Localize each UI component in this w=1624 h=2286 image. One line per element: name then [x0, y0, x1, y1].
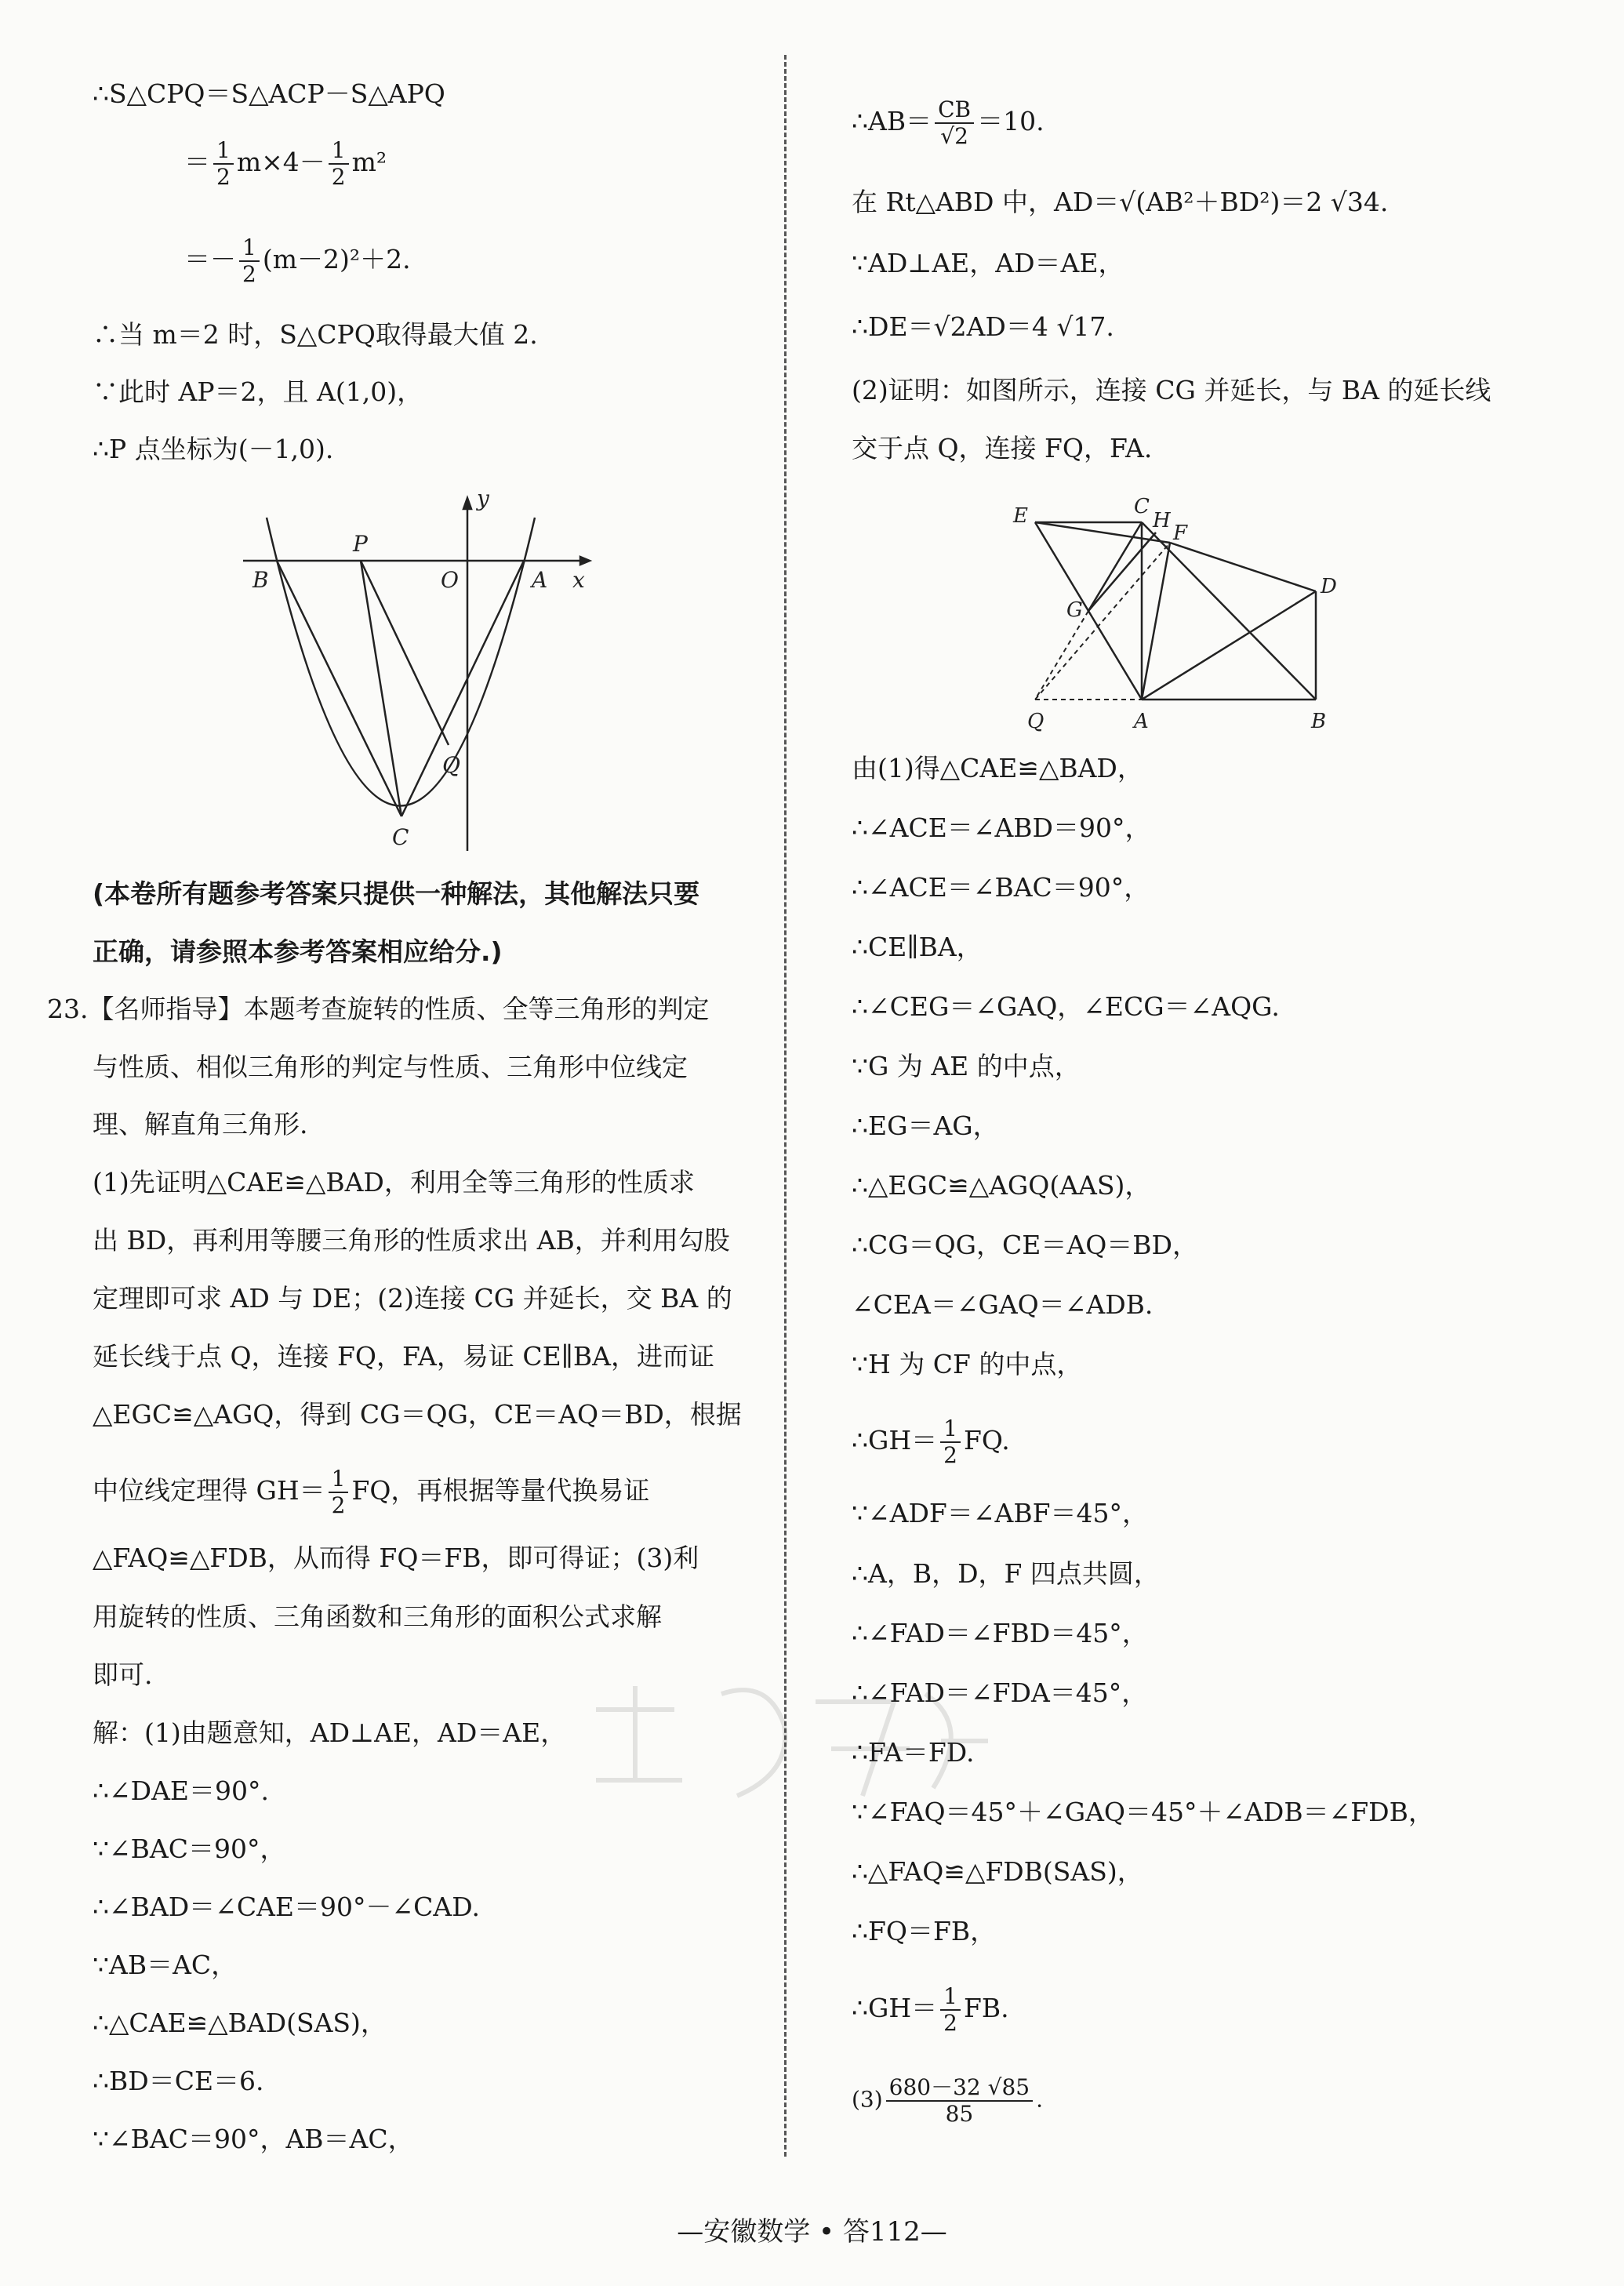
fraction-den: √2 — [940, 123, 968, 149]
label-C: C — [392, 824, 409, 850]
text-line: 用旋转的性质、三角函数和三角形的面积公式求解 — [93, 1601, 662, 1632]
note-line: 正确，请参照本参考答案相应给分.) — [93, 936, 503, 967]
text-line: ∴A，B，D，F 四点共圆， — [852, 1558, 1160, 1589]
y-axis-arrow — [463, 498, 471, 509]
text-line: 由(1)得△CAE≌△BAD， — [852, 753, 1143, 783]
text-line: 23.【名师指导】本题考查旋转的性质、全等三角形的判定 — [47, 994, 710, 1024]
text-span: FQ. — [963, 1425, 1010, 1456]
label-y: y — [477, 485, 489, 511]
text-line — [852, 1416, 1010, 1468]
text-line: ∵AD⊥AE，AD＝AE， — [852, 248, 1124, 278]
text-span: ＝10. — [977, 106, 1045, 136]
text-span: 中位线定理得 GH＝ — [93, 1475, 325, 1506]
text-line: ∴P 点坐标为(－1,0). — [93, 434, 334, 464]
label-H: H — [1153, 509, 1171, 532]
text-span: ＝－ — [184, 244, 236, 274]
text-line: ∴∠BAD＝∠CAE＝90°－∠CAD. — [93, 1892, 481, 1922]
segment-PQ — [361, 561, 449, 745]
text-line: 与性质、相似三角形的判定与性质、三角形中位线定 — [93, 1052, 688, 1082]
text-span: ＝ — [184, 147, 210, 177]
text-span: FQ，再根据等量代换易证 — [351, 1475, 650, 1506]
text-line: (2)证明：如图所示，连接 CG 并延长，与 BA 的延长线 — [852, 375, 1491, 405]
text-line: ∴△EGC≌△AGQ(AAS)， — [852, 1170, 1151, 1201]
text-line: △EGC≌△AGQ，得到 CG＝QG，CE＝AQ＝BD，根据 — [93, 1399, 742, 1430]
text-line: ∵此时 AP＝2，且 A(1,0)， — [93, 376, 423, 407]
text-line: (1)先证明△CAE≌△BAD，利用全等三角形的性质求 — [93, 1167, 695, 1198]
segment-FD — [1170, 543, 1316, 591]
text-line: ∴∠CEG＝∠GAQ，∠ECG＝∠AQG. — [852, 991, 1280, 1022]
text-span: FB. — [963, 1993, 1009, 2023]
text-span: ∴GH＝ — [852, 1993, 938, 2023]
fraction — [935, 97, 974, 149]
label-A: A — [1134, 710, 1149, 733]
text-line: △FAQ≌△FDB，从而得 FQ＝FB，即可得证；(3)利 — [93, 1543, 699, 1573]
fraction-den: 85 — [945, 2101, 974, 2127]
text-line — [184, 235, 411, 287]
label-Q: Q — [442, 752, 460, 778]
text-line: ∵AB＝AC， — [93, 1950, 238, 1980]
text-line: ∴EG＝AG， — [852, 1110, 999, 1141]
label-O: O — [441, 567, 459, 593]
text-span: m×4－ — [236, 147, 325, 177]
segment-AC — [401, 561, 524, 816]
fraction-den: 2 — [242, 261, 256, 287]
text-line: ∠CEA＝∠GAQ＝∠ADB. — [852, 1289, 1154, 1320]
text-line — [852, 2075, 1043, 2127]
text-line: 延长线于点 Q，连接 FQ，FA，易证 CE∥BA，进而证 — [93, 1341, 714, 1372]
text-line: ∵∠ADF＝∠ABF＝45°， — [852, 1498, 1148, 1528]
fraction-num: 1 — [940, 1416, 961, 1443]
fraction — [213, 138, 234, 190]
text-line: ∴△FAQ≌△FDB(SAS)， — [852, 1856, 1143, 1887]
segment-GQ-dashed — [1035, 611, 1088, 700]
fraction — [940, 1984, 961, 2036]
text-line: ∴DE＝√2AD＝4 √17. — [852, 311, 1114, 342]
text-line: 定理即可求 AD 与 DE；(2)连接 CG 并延长，交 BA 的 — [93, 1283, 732, 1314]
text-line — [852, 97, 1045, 149]
label-x: x — [572, 567, 585, 593]
fraction-num: 1 — [213, 138, 234, 165]
segment-AD — [1142, 591, 1316, 700]
note-line: (本卷所有题参考答案只提供一种解法，其他解法只要 — [93, 878, 700, 909]
text-line: ∴∠DAE＝90°. — [93, 1775, 270, 1806]
text-line: ∴∠FAD＝∠FDA＝45°， — [852, 1677, 1148, 1708]
label-A: A — [532, 567, 548, 593]
text-line: ∴∠ACE＝∠ABD＝90°， — [852, 812, 1151, 843]
label-C: C — [1134, 495, 1150, 518]
text-line: ∴FA＝FD. — [852, 1737, 975, 1768]
fraction-num: 1 — [329, 1466, 349, 1493]
fraction-num: 680－32 √85 — [886, 2075, 1033, 2102]
text-line: 即可. — [93, 1659, 153, 1690]
fraction — [329, 138, 349, 190]
text-span: (3) — [852, 2086, 883, 2113]
segment-QF-dashed — [1035, 543, 1170, 700]
geometry-figure — [1004, 494, 1364, 737]
fraction-num: CB — [935, 97, 974, 124]
text-line — [184, 138, 387, 190]
fraction — [329, 1466, 349, 1518]
text-line: 理、解直角三角形. — [93, 1109, 308, 1139]
text-line: ∵∠FAQ＝45°＋∠GAQ＝45°＋∠ADB＝∠FDB， — [852, 1797, 1434, 1827]
text-line: 解：(1)由题意知，AD⊥AE，AD＝AE， — [93, 1717, 567, 1748]
text-span: ∴AB＝ — [852, 106, 932, 136]
watermark-graphic — [565, 1663, 1004, 1819]
label-B: B — [1311, 710, 1327, 733]
label-P: P — [353, 531, 368, 557]
fraction-den: 2 — [943, 1442, 957, 1468]
text-line: 交于点 Q，连接 FQ，FA. — [852, 433, 1153, 463]
text-line: ∴当 m＝2 时，S△CPQ取得最大值 2. — [93, 319, 538, 350]
text-line: ∵∠BAC＝90°，AB＝AC， — [93, 2124, 414, 2154]
text-line: 在 Rt△ABD 中，AD＝√(AB²＋BD²)＝2 √34. — [852, 187, 1389, 217]
segment-PC — [361, 561, 401, 816]
text-line: ∴∠FAD＝∠FBD＝45°， — [852, 1618, 1148, 1648]
text-line: ∴CE∥BA， — [852, 932, 983, 962]
fraction-den: 2 — [331, 1492, 346, 1518]
text-line: ∵H 为 CF 的中点， — [852, 1349, 1083, 1379]
fraction — [239, 235, 260, 287]
fraction — [940, 1416, 961, 1468]
fraction-num: 1 — [940, 1984, 961, 2011]
page-footer: —安徽数学 • 答112— — [677, 2216, 947, 2248]
text-span: m² — [351, 147, 387, 177]
parabola-figure — [235, 482, 604, 859]
text-line: ∴BD＝CE＝6. — [93, 2066, 264, 2096]
segment-BC — [277, 561, 401, 816]
fraction-den: 2 — [216, 164, 231, 190]
label-D: D — [1321, 575, 1337, 598]
text-span: ∴GH＝ — [852, 1425, 938, 1456]
fraction-den: 2 — [943, 2010, 957, 2036]
segment-FA — [1142, 543, 1170, 700]
text-line: ∵∠BAC＝90°， — [93, 1834, 286, 1864]
text-span: (m－2)²＋2. — [262, 244, 411, 274]
text-line: ∴FQ＝FB， — [852, 1916, 997, 1946]
text-line: ∴CG＝QG，CE＝AQ＝BD， — [852, 1230, 1198, 1260]
text-line: ∵G 为 AE 的中点， — [852, 1051, 1081, 1081]
label-Q: Q — [1027, 710, 1045, 733]
text-line — [852, 1984, 1009, 2036]
fraction-num: 1 — [329, 138, 349, 165]
text-line — [93, 1466, 649, 1518]
text-line: 出 BD，再利用等腰三角形的性质求出 AB，并利用勾股 — [93, 1225, 730, 1256]
text-span: . — [1036, 2086, 1044, 2113]
label-G: G — [1066, 598, 1083, 622]
column-divider — [784, 55, 787, 2157]
label-E: E — [1013, 504, 1028, 528]
x-axis-arrow — [580, 557, 590, 565]
fraction — [886, 2075, 1033, 2127]
segment-CB — [1142, 522, 1316, 700]
text-line: ∴S△CPQ＝S△ACP－S△APQ — [93, 78, 445, 109]
text-line: ∴∠ACE＝∠BAC＝90°， — [852, 872, 1150, 903]
fraction-den: 2 — [331, 164, 346, 190]
label-F: F — [1173, 522, 1188, 545]
fraction-num: 1 — [239, 235, 260, 262]
text-line: ∴△CAE≌△BAD(SAS)， — [93, 2008, 387, 2038]
label-B: B — [253, 567, 269, 593]
segment-CG — [1088, 522, 1142, 611]
